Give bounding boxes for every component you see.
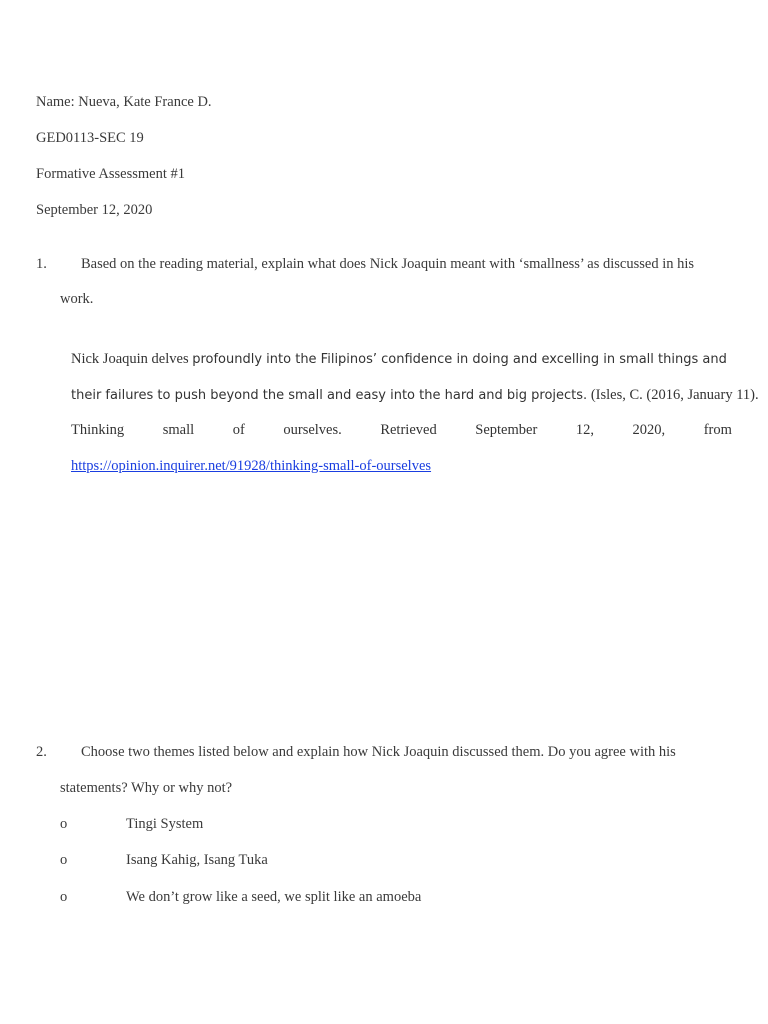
- answer-line-1-sans: profoundly into the Filipinos’ confidence in doing and excelling in small things and: [192, 352, 727, 367]
- bullet-marker: o: [60, 889, 68, 905]
- answer-word: ourselves.: [283, 422, 342, 438]
- answer-line-4: [71, 449, 732, 485]
- answer-line-1: [71, 342, 732, 378]
- answer-word: 2020,: [632, 422, 666, 438]
- bullet-marker: o: [60, 852, 68, 868]
- answer-word: small: [162, 422, 195, 438]
- source-link[interactable]: https://opinion.inquirer.net/91928/thinking-small-of-ourselves: [71, 457, 432, 474]
- question-1-number: 1.: [36, 256, 47, 272]
- bullet-item-isang-kahig: Isang Kahig, Isang Tuka: [126, 852, 268, 868]
- bullet-marker: o: [60, 816, 68, 832]
- question-2-text: Choose two themes listed below and explain how Nick Joaquin discussed them. Do you agree with his: [81, 744, 676, 760]
- answer-line-2-sans: their failures to push beyond the small and easy into the hard and big projects.: [71, 387, 588, 403]
- answer-line-2: [71, 378, 759, 414]
- answer-line-1-serif: Nick Joaquin delves: [71, 351, 193, 367]
- question-2-number: 2.: [36, 744, 47, 760]
- answer-line-2-serif: (Isles, C. (2016, January 11).: [587, 386, 759, 403]
- question-1-answer: [71, 342, 759, 484]
- document-date: September 12, 2020: [36, 202, 153, 218]
- student-name: Name: Nueva, Kate France D.: [36, 94, 212, 110]
- bullet-item-tingi-system: Tingi System: [126, 816, 204, 832]
- assessment-title: Formative Assessment #1: [36, 166, 186, 182]
- answer-word: 12,: [575, 422, 594, 438]
- bullet-item-amoeba: We don’t grow like a seed, we split like an amoeba: [126, 889, 422, 905]
- answer-word: September: [475, 422, 538, 438]
- question-1-continuation: work.: [60, 291, 94, 307]
- question-2-continuation: statements? Why or why not?: [60, 780, 233, 796]
- answer-word: from: [703, 422, 732, 438]
- answer-line-3: [71, 413, 732, 449]
- question-1-text: Based on the reading material, explain what does Nick Joaquin meant with ‘smallness’ as discussed in his: [81, 256, 695, 272]
- answer-word: of: [232, 422, 245, 438]
- course-code: GED0113-SEC 19: [36, 130, 144, 146]
- answer-word: Retrieved: [380, 422, 437, 438]
- answer-word: Thinking: [71, 422, 125, 438]
